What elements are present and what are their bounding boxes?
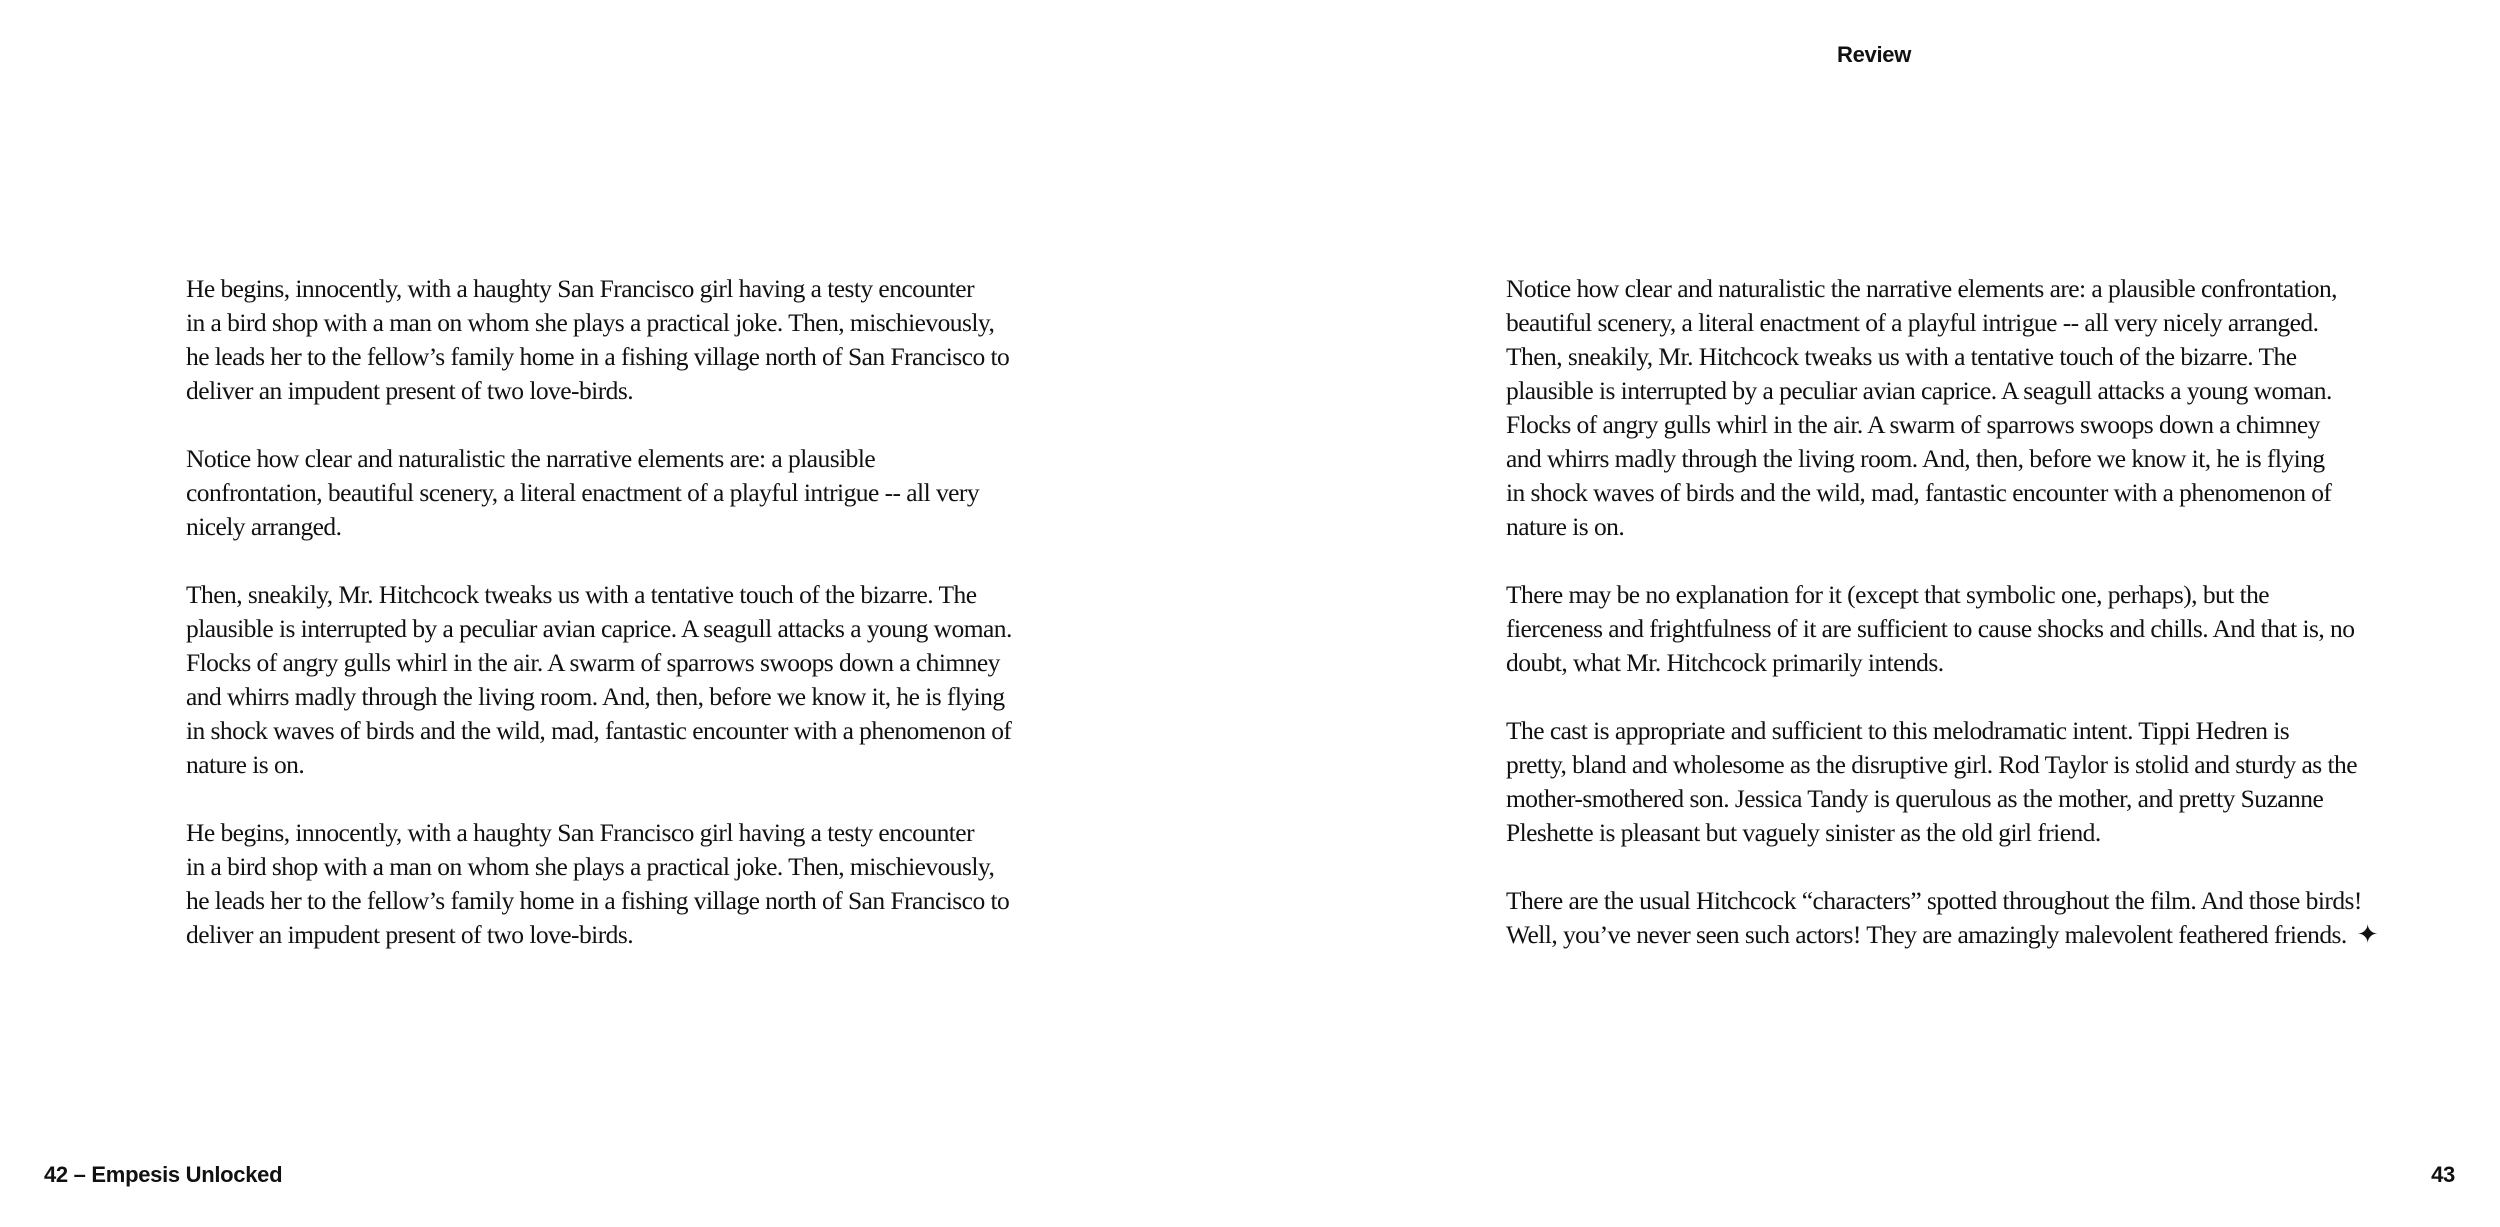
text-line: Then, sneakily, Mr. Hitchcock tweaks us with a tentative touch of the bizarre. The: [186, 580, 977, 609]
left-column: [186, 272, 1016, 986]
paragraph: [186, 272, 1016, 408]
text-line-content: Well, you’ve never seen such actors! They are amazingly malevolent feathered friends.: [1506, 920, 2347, 949]
text-line: doubt, what Mr. Hitchcock primarily intends.: [1506, 648, 1944, 677]
text-line: mother-smothered son. Jessica Tandy is querulous as the mother, and pretty Suzanne: [1506, 784, 2324, 813]
text-line: beautiful scenery, a literal enactment of a playful intrigue -- all very nicely arranged.: [1506, 308, 2319, 337]
text-line: confrontation, beautiful scenery, a literal enactment of a playful intrigue -- all very: [186, 478, 980, 507]
text-line: he leads her to the fellow’s family home in a fishing village north of San Francisco to: [186, 886, 1010, 915]
paragraph: [186, 442, 1016, 544]
text-line: Then, sneakily, Mr. Hitchcock tweaks us with a tentative touch of the bizarre. The: [1506, 342, 2297, 371]
section-header: Review: [1837, 42, 1912, 67]
text-line: Notice how clear and naturalistic the narrative elements are: a plausible confrontation,: [1506, 274, 2337, 303]
text-line: He begins, innocently, with a haughty San Francisco girl having a testy encounter: [186, 274, 975, 303]
text-line: in a bird shop with a man on whom she plays a practical joke. Then, mischievously,: [186, 308, 995, 337]
right-column: [1506, 272, 2378, 986]
text-line: There are the usual Hitchcock “characters” spotted throughout the film. And those birds!: [1506, 886, 2362, 915]
text-line: [1506, 918, 2378, 952]
text-line: Notice how clear and naturalistic the narrative elements are: a plausible: [186, 444, 876, 473]
paragraph: [186, 578, 1016, 782]
text-line: nicely arranged.: [186, 512, 342, 541]
text-line: in shock waves of birds and the wild, mad, fantastic encounter with a phenomenon of: [1506, 478, 2332, 507]
text-line: plausible is interrupted by a peculiar avian caprice. A seagull attacks a young woman.: [186, 614, 1012, 643]
text-line: deliver an impudent present of two love-birds.: [186, 376, 634, 405]
text-line: Flocks of angry gulls whirl in the air. A swarm of sparrows swoops down a chimney: [1506, 410, 2320, 439]
paragraph: [1506, 578, 2366, 680]
text-line: plausible is interrupted by a peculiar avian caprice. A seagull attacks a young woman.: [1506, 376, 2332, 405]
right-page-number: 43: [2431, 1162, 2455, 1187]
text-line: The cast is appropriate and sufficient to this melodramatic intent. Tippi Hedren is: [1506, 716, 2290, 745]
text-line: nature is on.: [186, 750, 305, 779]
four-point-star-icon: ✦: [2356, 920, 2378, 949]
text-line: he leads her to the fellow’s family home in a fishing village north of San Francisco to: [186, 342, 1010, 371]
text-line: deliver an impudent present of two love-birds.: [186, 920, 634, 949]
paragraph: [1506, 714, 2366, 850]
text-line: Pleshette is pleasant but vaguely sinister as the old girl friend.: [1506, 818, 2101, 847]
text-line: fierceness and frightfulness of it are sufficient to cause shocks and chills. And that is, no: [1506, 614, 2355, 643]
left-page-folio: 42 – Empesis Unlocked: [44, 1162, 283, 1187]
text-line: and whirrs madly through the living room. And, then, before we know it, he is flying: [186, 682, 1005, 711]
text-line: He begins, innocently, with a haughty San Francisco girl having a testy encounter: [186, 818, 975, 847]
text-line: There may be no explanation for it (except that symbolic one, perhaps), but the: [1506, 580, 2270, 609]
text-line: in shock waves of birds and the wild, mad, fantastic encounter with a phenomenon of: [186, 716, 1012, 745]
text-line: nature is on.: [1506, 512, 1625, 541]
text-line: Flocks of angry gulls whirl in the air. A swarm of sparrows swoops down a chimney: [186, 648, 1000, 677]
text-line: and whirrs madly through the living room. And, then, before we know it, he is flying: [1506, 444, 2325, 473]
paragraph: [1506, 884, 2378, 952]
paragraph: [186, 816, 1016, 952]
text-line: pretty, bland and wholesome as the disruptive girl. Rod Taylor is stolid and sturdy as the: [1506, 750, 2357, 779]
text-line: in a bird shop with a man on whom she plays a practical joke. Then, mischievously,: [186, 852, 995, 881]
paragraph: [1506, 272, 2366, 544]
